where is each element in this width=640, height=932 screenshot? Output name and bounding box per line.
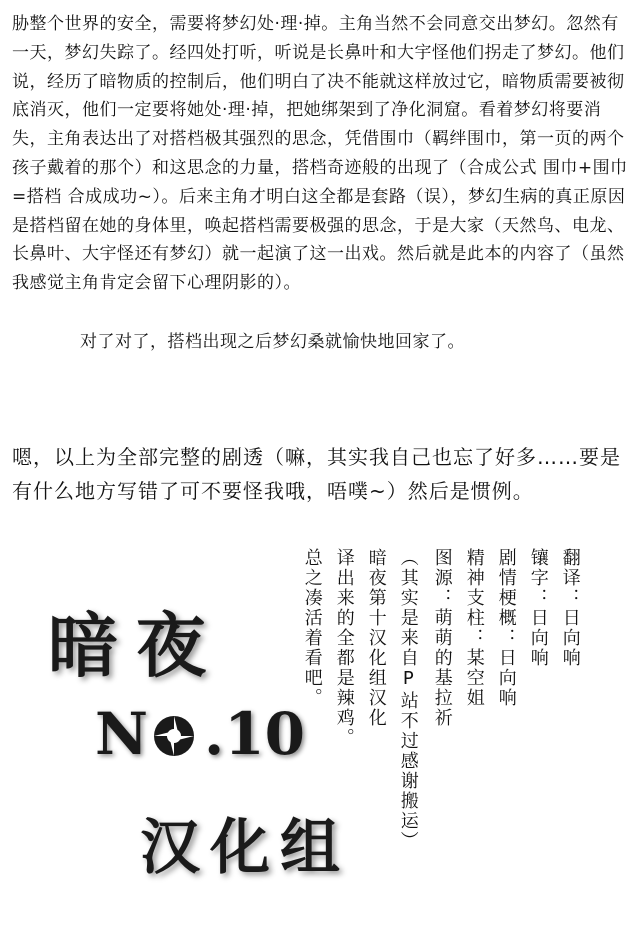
credit-reading-note: 总之凑活着看吧。 xyxy=(301,548,323,708)
logo-number xyxy=(95,700,305,768)
logo-title: 暗夜 xyxy=(48,604,224,687)
credit-typesetting: 镶字：日向响 xyxy=(527,548,549,668)
logo-number-prefix: N xyxy=(95,700,149,768)
credit-group: 暗夜第十汉化组汉化 xyxy=(365,548,387,728)
logo-subtitle: 汉化组 xyxy=(140,813,350,883)
credit-quality-note: 译出来的全都是辣鸡。 xyxy=(333,548,355,748)
synopsis-paragraph: 胁整个世界的安全，需要将梦幻处·理·掉。主角当然不会同意交出梦幻。忽然有一天，梦幻失踪了。经四处打听，听说是长鼻叶和大宇怪他们拐走了梦幻。他们说，经历了暗物质的控制后，他们明白了决不能就这样放过它，暗物质需要被彻底消灭，他们一定要将她处·理·掉，把她绑架到了净化洞窟。看着梦幻将要消失，主角表达出了对搭档极其强烈的思念，凭借围巾（羁绊围巾，第一页的两个孩子戴着的那个）和这思念的力量，搭档奇迹般的出现了（合成公式 围巾+围巾=搭档 合成成功~）。后来主角才明白这全都是套路（误），梦幻生病的真正原因是搭档留在她的身体里，唤起搭档需要极强的思念，于是大家（天然鸟、电龙、长鼻叶、大宇怪还有梦幻）就一起演了这一出戏。然后就是此本的内容了（虽然我感觉主角肯定会留下心理阴影的）。 xyxy=(12,14,628,294)
credit-spiritual-support: 精神支柱：某空姐 xyxy=(463,548,485,708)
closing-remark: 嗯，以上为全部完整的剧透（嘛，其实我自己也忘了好多……要是有什么地方写错了可不要怪我哦，唔噗~）然后是惯例。 xyxy=(12,445,621,503)
credit-source-note: （其实是来自P站不过感谢搬运） xyxy=(397,548,419,851)
pinwheel-icon xyxy=(150,712,198,760)
synopsis-ending: 对了对了，搭档出现之后梦幻桑就愉快地回家了。 xyxy=(80,332,465,352)
credit-plot-summary: 剧情梗概：日向响 xyxy=(495,548,517,708)
credit-image-source: 图源：萌萌的基拉祈 xyxy=(431,548,453,728)
credit-translation: 翻译：日向响 xyxy=(559,548,581,668)
logo-number-suffix: .10 xyxy=(204,700,305,768)
